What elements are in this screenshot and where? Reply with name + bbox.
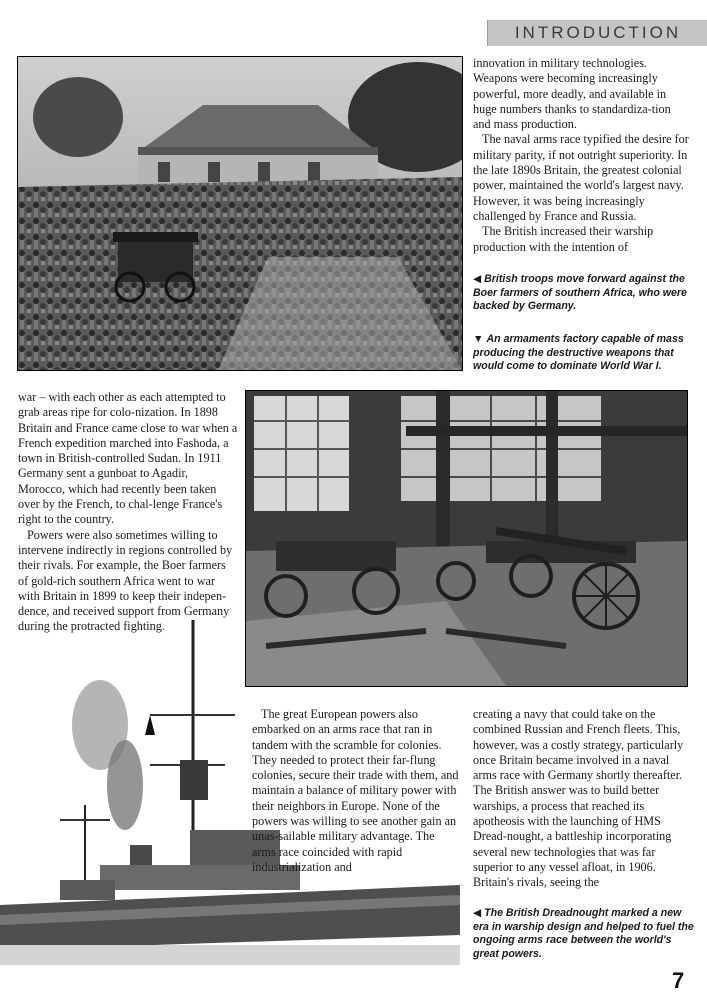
page-number: 7 — [672, 968, 685, 993]
paragraph: war – with each other as each attempted to grab areas ripe for colo-nization. In 1898 Britain and France came close to war when a French expedition marched into Fashoda, a town in British-controlled Sudan. In 1911 Germany sent a gunboat to Agadir, Morocco, which had recently been taken over by the French, to chal-lenge France's right to the country. — [18, 390, 238, 527]
text-column-bottom-middle — [252, 707, 460, 875]
caption-text: An armaments factory capable of mass producing the destructive weapons that would come to dominate World War I. — [473, 333, 684, 373]
paragraph: The naval arms race typified the desire for military parity, if not outright superiority. In the late 1890s Britain, the greatest colonial power, maintained the world's largest navy. However, it was being increasingly challenged by France and Russia. — [473, 132, 689, 223]
caption-text: British troops move forward against the Boer farmers of southern Africa, who were backed by Germany. — [473, 273, 687, 313]
down-triangle-icon: ▼ — [473, 333, 484, 345]
troops-photo — [17, 56, 463, 371]
caption-factory — [473, 333, 698, 374]
section-title: INTRODUCTION — [514, 23, 682, 42]
paragraph: The great European powers also embarked on an arms race that ran in tandem with the scramble for colonies. They needed to protect their far-flung colonies, secure their trade with them, and maintain a balance of military power with their neighbors in Europe. None of the powers was willing to see another gain an unas-sailable military advantage. The arms race coincided with rapid industrialization and — [252, 707, 459, 874]
caption-troops — [473, 273, 693, 314]
caption-text: The British Dreadnought marked a new era in warship design and helped to fuel the ongoing arms race between the world's great powers. — [473, 907, 694, 960]
text-column-middle-left — [18, 390, 238, 635]
left-triangle-icon: ◀ — [473, 273, 482, 285]
text-column-bottom-right — [473, 707, 691, 891]
left-triangle-icon: ◀ — [473, 907, 482, 919]
section-header-bar — [487, 20, 707, 46]
text-column-top-right — [473, 56, 691, 255]
paragraph: Powers were also sometimes willing to intervene indirectly in regions controlled by their rivals. For example, the Boer farmers of gold-rich southern Africa went to war with Britain in 1899 to keep their indepen-dence, and received support from Germany during the protracted fighting. — [18, 527, 233, 634]
paragraph: innovation in military technologies. Weapons were becoming increasingly powerful, more deadly, and available in huge numbers thanks to standardiza-tion and mass production. — [473, 56, 671, 132]
caption-dreadnought — [473, 907, 698, 961]
paragraph: The British increased their warship production with the intention of — [473, 224, 654, 254]
paragraph: creating a navy that could take on the combined Russian and French fleets. This, however, was a costly strategy, particularly once Britain became involved in a naval arms race with Germany shortly thereafter. The British answer was to build better warships, a process that reached its apotheosis with the launching of HMS Dread-nought, a battleship incorporating several new technologies that was far superior to any vessel afloat, in 1906. Britain's rivals, seeing the — [473, 707, 684, 890]
